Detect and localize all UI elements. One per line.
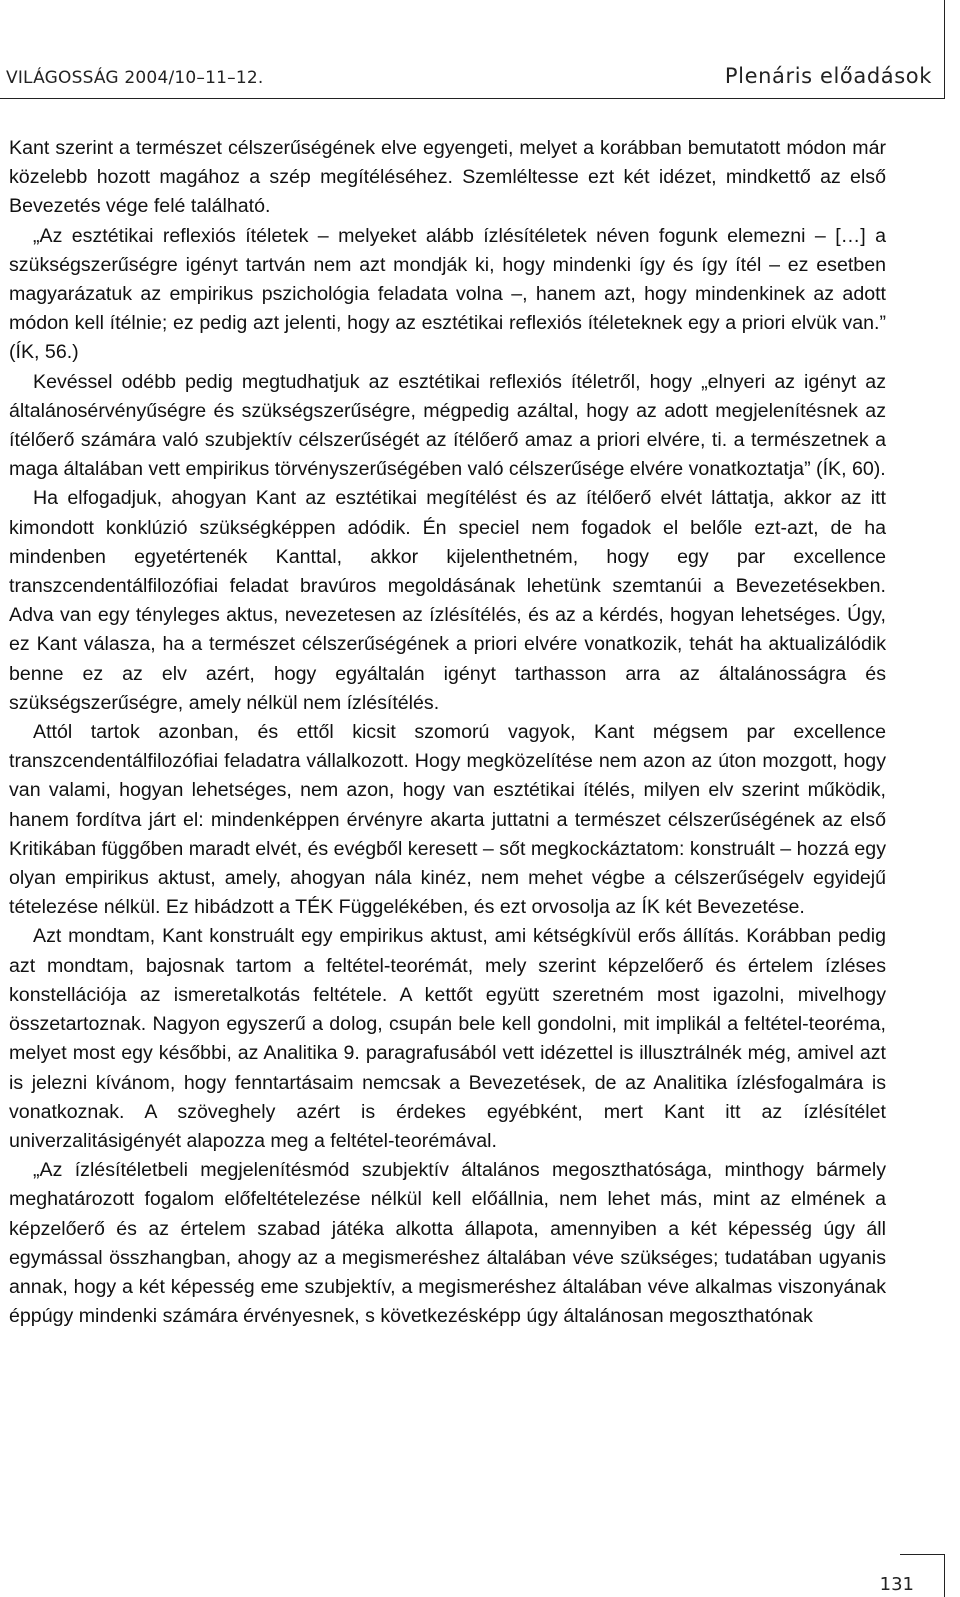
- section-title: Plenáris előadások: [724, 64, 932, 88]
- header-rule: [0, 98, 945, 99]
- paragraph: Kant szerint a természet célszerűségének elve egyengeti, melyet a korábban bemutatott módon már közelebb hozott magához a szép megítéléséhez. Szemléltesse ezt két idézet, mindkettő az első Bevezetés vége felé található.: [9, 137, 886, 218]
- page-number: 131: [879, 1574, 914, 1595]
- header-corner-rule: [944, 0, 945, 99]
- footer-rule: [900, 1554, 945, 1555]
- paragraph: Attól tartok azonban, és ettől kicsit szomorú vagyok, Kant mégsem par excellence transzcendentálfilozófiai feladatra vállalkozott. Hogy megközelítése nem azon az úton mozgott, hogy van valami, hogyan lehetséges, nem azon, hogy van esztétikai ítélés, milyen elv szerint működik, hanem fordítva járt el: mindenképpen érvényre akarta juttatni a természet célszerűségének az első Kritikában függőben maradt elvét, és evégből keresett – sőt megkockáztatom: konstruált – hozzá egy olyan empirikus aktust, amely, ahogyan nála kinéz, nem mehet végbe a célszerűségelv egyidejű tételezése nélkül. Ez hibádzott a TÉK Függelékében, és ezt orvosolja az ÍK két Bevezetése.: [9, 721, 886, 919]
- paragraph: Ha elfogadjuk, ahogyan Kant az esztétikai megítélést és az ítélőerő elvét láttatja, akkor az itt kimondott konklúzió szükségképpen adódik. Én speciel nem fogadok el belőle ezt-azt, de ha mindenben egyetértenék Kanttal, akkor kijelenthetném, hogy egy par excellence transzcendentálfilozófiai feladat bravúros megoldásának lehetünk szemtanúi a Bevezetésekben. Adva van egy tényleges aktus, nevezetesen az ízlésítélés, és az a kérdés, hogyan lehetséges. Úgy, ez Kant válasza, ha a természet célszerűségének a priori elvére vonatkozik, tehát ha aktualizálódik benne ez az elv azért, hogy egyáltalán igényt tarthasson arra az általánosságra és szükségszerűségre, amely nélkül nem ízlésítélés.: [9, 487, 886, 714]
- page-header: [0, 0, 960, 100]
- footer-corner-rule: [944, 1554, 945, 1597]
- paragraph: Azt mondtam, Kant konstruált egy empirikus aktust, ami kétségkívül erős állítás. Korábban pedig azt mondtam, bajosnak tartom a feltétel-teorémát, mely szerint képzelőerő és értelem ízléses konstellációja az ismeretalkotás feltétele. A kettőt együtt szeretném most igazolni, mivelhogy összetartoznak. Nagyon egyszerű a dolog, csupán bele kell gondolni, mit implikál a feltétel-teoréma, melyet most egy későbbi, az Analitika 9. paragrafusából vett idézettel is illusztrálnék még, amivel azt is jelezni kívánom, hogy fenntartásaim nemcsak a Bevezetések, de az Analitika ízlésfogalmára is vonatkoznak. A szöveghely azért is érdekes egyébként, mert Kant itt az ízlésítélet univerzalitásigényét alapozza meg a feltétel-teorémával.: [9, 925, 886, 1152]
- body-text: [9, 134, 886, 1331]
- quote-paragraph: „Az esztétikai reflexiós ítéletek – melyeket alább ízlésítéletek néven fogunk elemezni – […] a szükségszerűségre igényt tartván nem azt mondják ki, hogy mindenki így és így ítél – ez esetben magyarázatuk az empirikus pszichológia feladata volna –, hanem azt, hogy mindenkinek az adott módon kell ítélnie; ez pedig azt jelenti, hogy az esztétikai reflexiós ítéleteknek egy a priori elvük van.” (ÍK, 56.): [9, 224, 886, 364]
- quote-paragraph: „Az ízlésítéletbeli megjelenítésmód szubjektív általános megoszthatósága, minthogy bármely meghatározott fogalom előfeltételezése nélkül kell előállnia, nem lehet más, mint az elmének a képzelőerő és az értelem szabad játéka alkotta állapota, amennyiben a két képesség úgy áll egymással összhangban, ahogy az a megismeréshez általában véve szükséges; tudatában ugyanis annak, hogy a két képesség eme szubjektív, a megismeréshez általában véve alkalmas viszonyának éppúgy mindenki számára érvényesnek, s következésképp úgy általánosan megoszthatónak: [9, 1159, 886, 1328]
- journal-title: VILÁGOSSÁG 2004/10–11–12.: [6, 68, 264, 88]
- paragraph: Kevéssel odébb pedig megtudhatjuk az esztétikai reflexiós ítéletről, hogy „elnyeri az igényt az általánosérvényűségre és szükségszerűségre, mégpedig azáltal, hogy az adott megjelenítésnek az ítélőerő számára való szubjektív célszerűségét az ítélőerő amaz a priori elvére, ti. a természetnek a maga általában vett empirikus törvényszerűségében való célszerűsége elvére vonatkoztatja” (ÍK, 60).: [9, 370, 886, 481]
